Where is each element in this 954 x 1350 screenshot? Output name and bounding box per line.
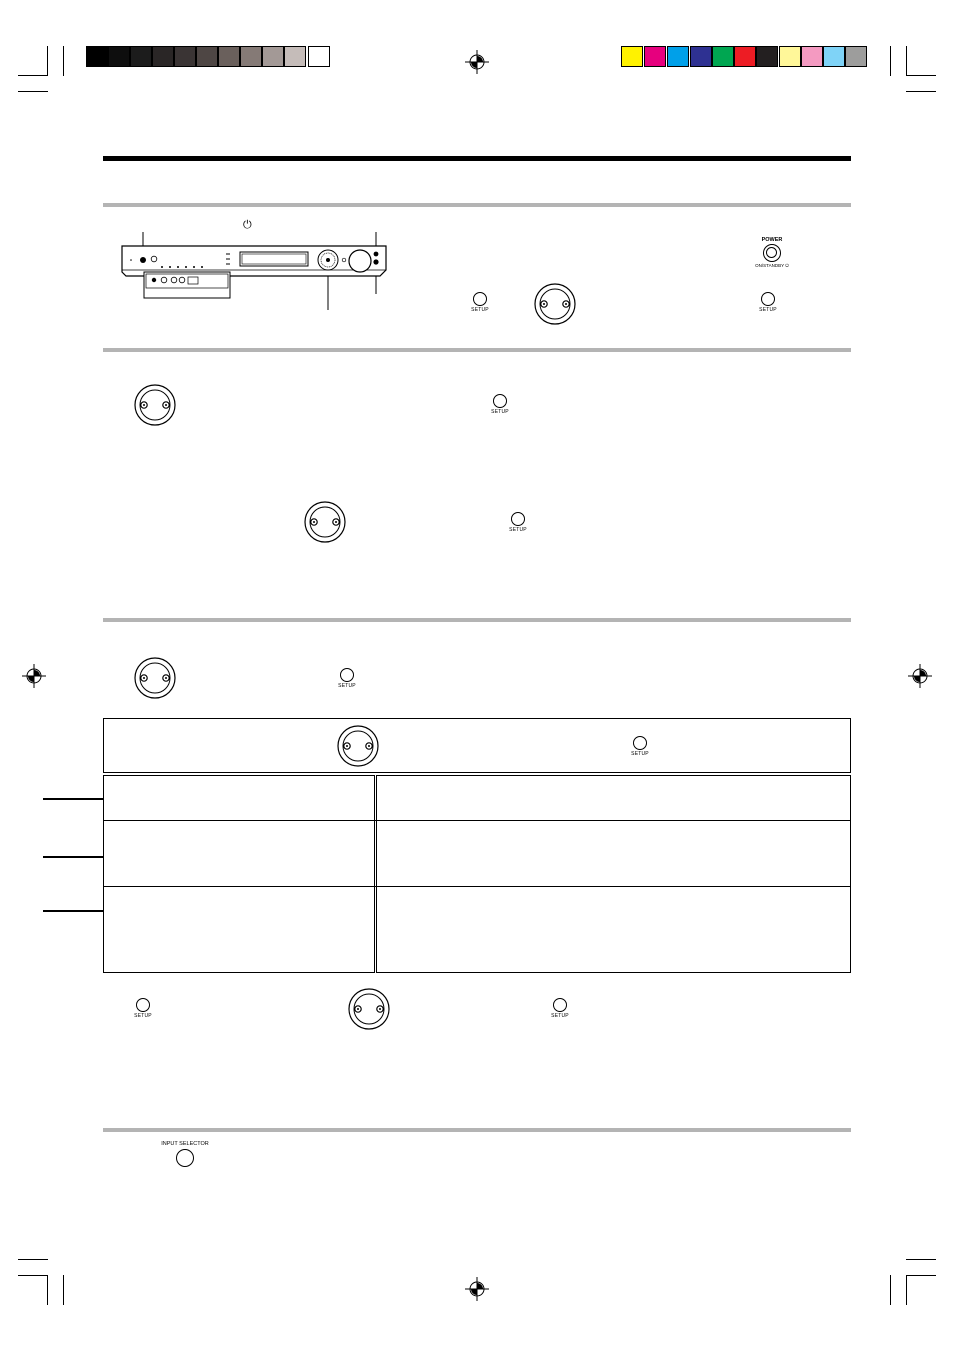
setup-label: SETUP <box>338 683 356 689</box>
input-selector-group[interactable] <box>150 1141 220 1167</box>
grayscale-swatch <box>152 46 174 67</box>
margin-tab <box>43 856 103 858</box>
jog-dial-icon[interactable] <box>348 988 390 1030</box>
receiver-front-panel <box>118 232 390 312</box>
power-sublabel: ON/STANDBY ⏻ <box>755 263 789 268</box>
grayscale-swatch <box>130 46 152 67</box>
table-row-divider <box>103 886 851 887</box>
jog-dial-icon[interactable] <box>337 725 379 767</box>
section-rule <box>103 203 851 207</box>
color-swatch <box>823 46 845 67</box>
section-rule <box>103 1128 851 1132</box>
color-swatch <box>756 46 778 67</box>
setup-button[interactable] <box>336 668 358 689</box>
margin-tab <box>43 910 103 912</box>
color-swatch <box>667 46 689 67</box>
setup-button-circle <box>473 292 487 306</box>
setup-label: SETUP <box>509 527 527 533</box>
table-left-column <box>103 775 375 973</box>
color-swatch <box>779 46 801 67</box>
color-swatch <box>734 46 756 67</box>
color-swatch <box>621 46 643 67</box>
registration-mark-icon <box>465 50 489 74</box>
jog-dial-icon[interactable] <box>304 501 346 543</box>
setup-button-circle <box>340 668 354 682</box>
setup-label: SETUP <box>134 1013 152 1019</box>
power-button[interactable] <box>763 244 781 262</box>
setup-button[interactable] <box>489 394 511 415</box>
color-swatch <box>845 46 867 67</box>
power-icon: ⏻ <box>243 219 252 231</box>
section-rule <box>103 618 851 622</box>
grayscale-swatch <box>240 46 262 67</box>
table-right-column <box>376 775 851 973</box>
color-swatch <box>801 46 823 67</box>
registration-mark-icon <box>22 664 46 688</box>
grayscale-swatch <box>108 46 130 67</box>
grayscale-swatch <box>284 46 306 67</box>
setup-button[interactable] <box>507 512 529 533</box>
setup-button-circle <box>511 512 525 526</box>
grayscale-swatch <box>196 46 218 67</box>
margin-tab <box>43 798 103 800</box>
setup-button[interactable] <box>132 998 154 1019</box>
setup-button-circle <box>493 394 507 408</box>
setup-button-circle <box>136 998 150 1012</box>
setup-button[interactable] <box>469 292 491 313</box>
header-rule <box>103 156 851 161</box>
registration-mark-icon <box>465 1277 489 1301</box>
input-selector-label: INPUT SELECTOR <box>161 1141 209 1147</box>
setup-button[interactable] <box>757 292 779 313</box>
power-button-group[interactable] <box>752 237 792 269</box>
color-swatch <box>712 46 734 67</box>
input-selector-button[interactable] <box>176 1149 194 1167</box>
grayscale-swatch <box>308 46 330 67</box>
grayscale-swatch <box>262 46 284 67</box>
grayscale-swatch <box>174 46 196 67</box>
setup-label: SETUP <box>471 307 489 313</box>
color-swatch <box>644 46 666 67</box>
power-label: POWER <box>761 237 783 243</box>
table-row-divider <box>103 820 851 821</box>
setup-button[interactable] <box>629 736 651 757</box>
color-swatch <box>690 46 712 67</box>
jog-dial-icon[interactable] <box>534 283 576 325</box>
setup-label: SETUP <box>551 1013 569 1019</box>
grayscale-swatch <box>218 46 240 67</box>
setup-button[interactable] <box>549 998 571 1019</box>
jog-dial-icon[interactable] <box>134 657 176 699</box>
setup-button-circle <box>761 292 775 306</box>
registration-mark-icon <box>908 664 932 688</box>
instruction-box <box>103 718 851 773</box>
grayscale-swatch <box>86 46 108 67</box>
setup-button-circle <box>633 736 647 750</box>
setup-button-circle <box>553 998 567 1012</box>
setup-label: SETUP <box>631 751 649 757</box>
setup-label: SETUP <box>491 409 509 415</box>
jog-dial-icon[interactable] <box>134 384 176 426</box>
setup-label: SETUP <box>759 307 777 313</box>
section-rule <box>103 348 851 352</box>
